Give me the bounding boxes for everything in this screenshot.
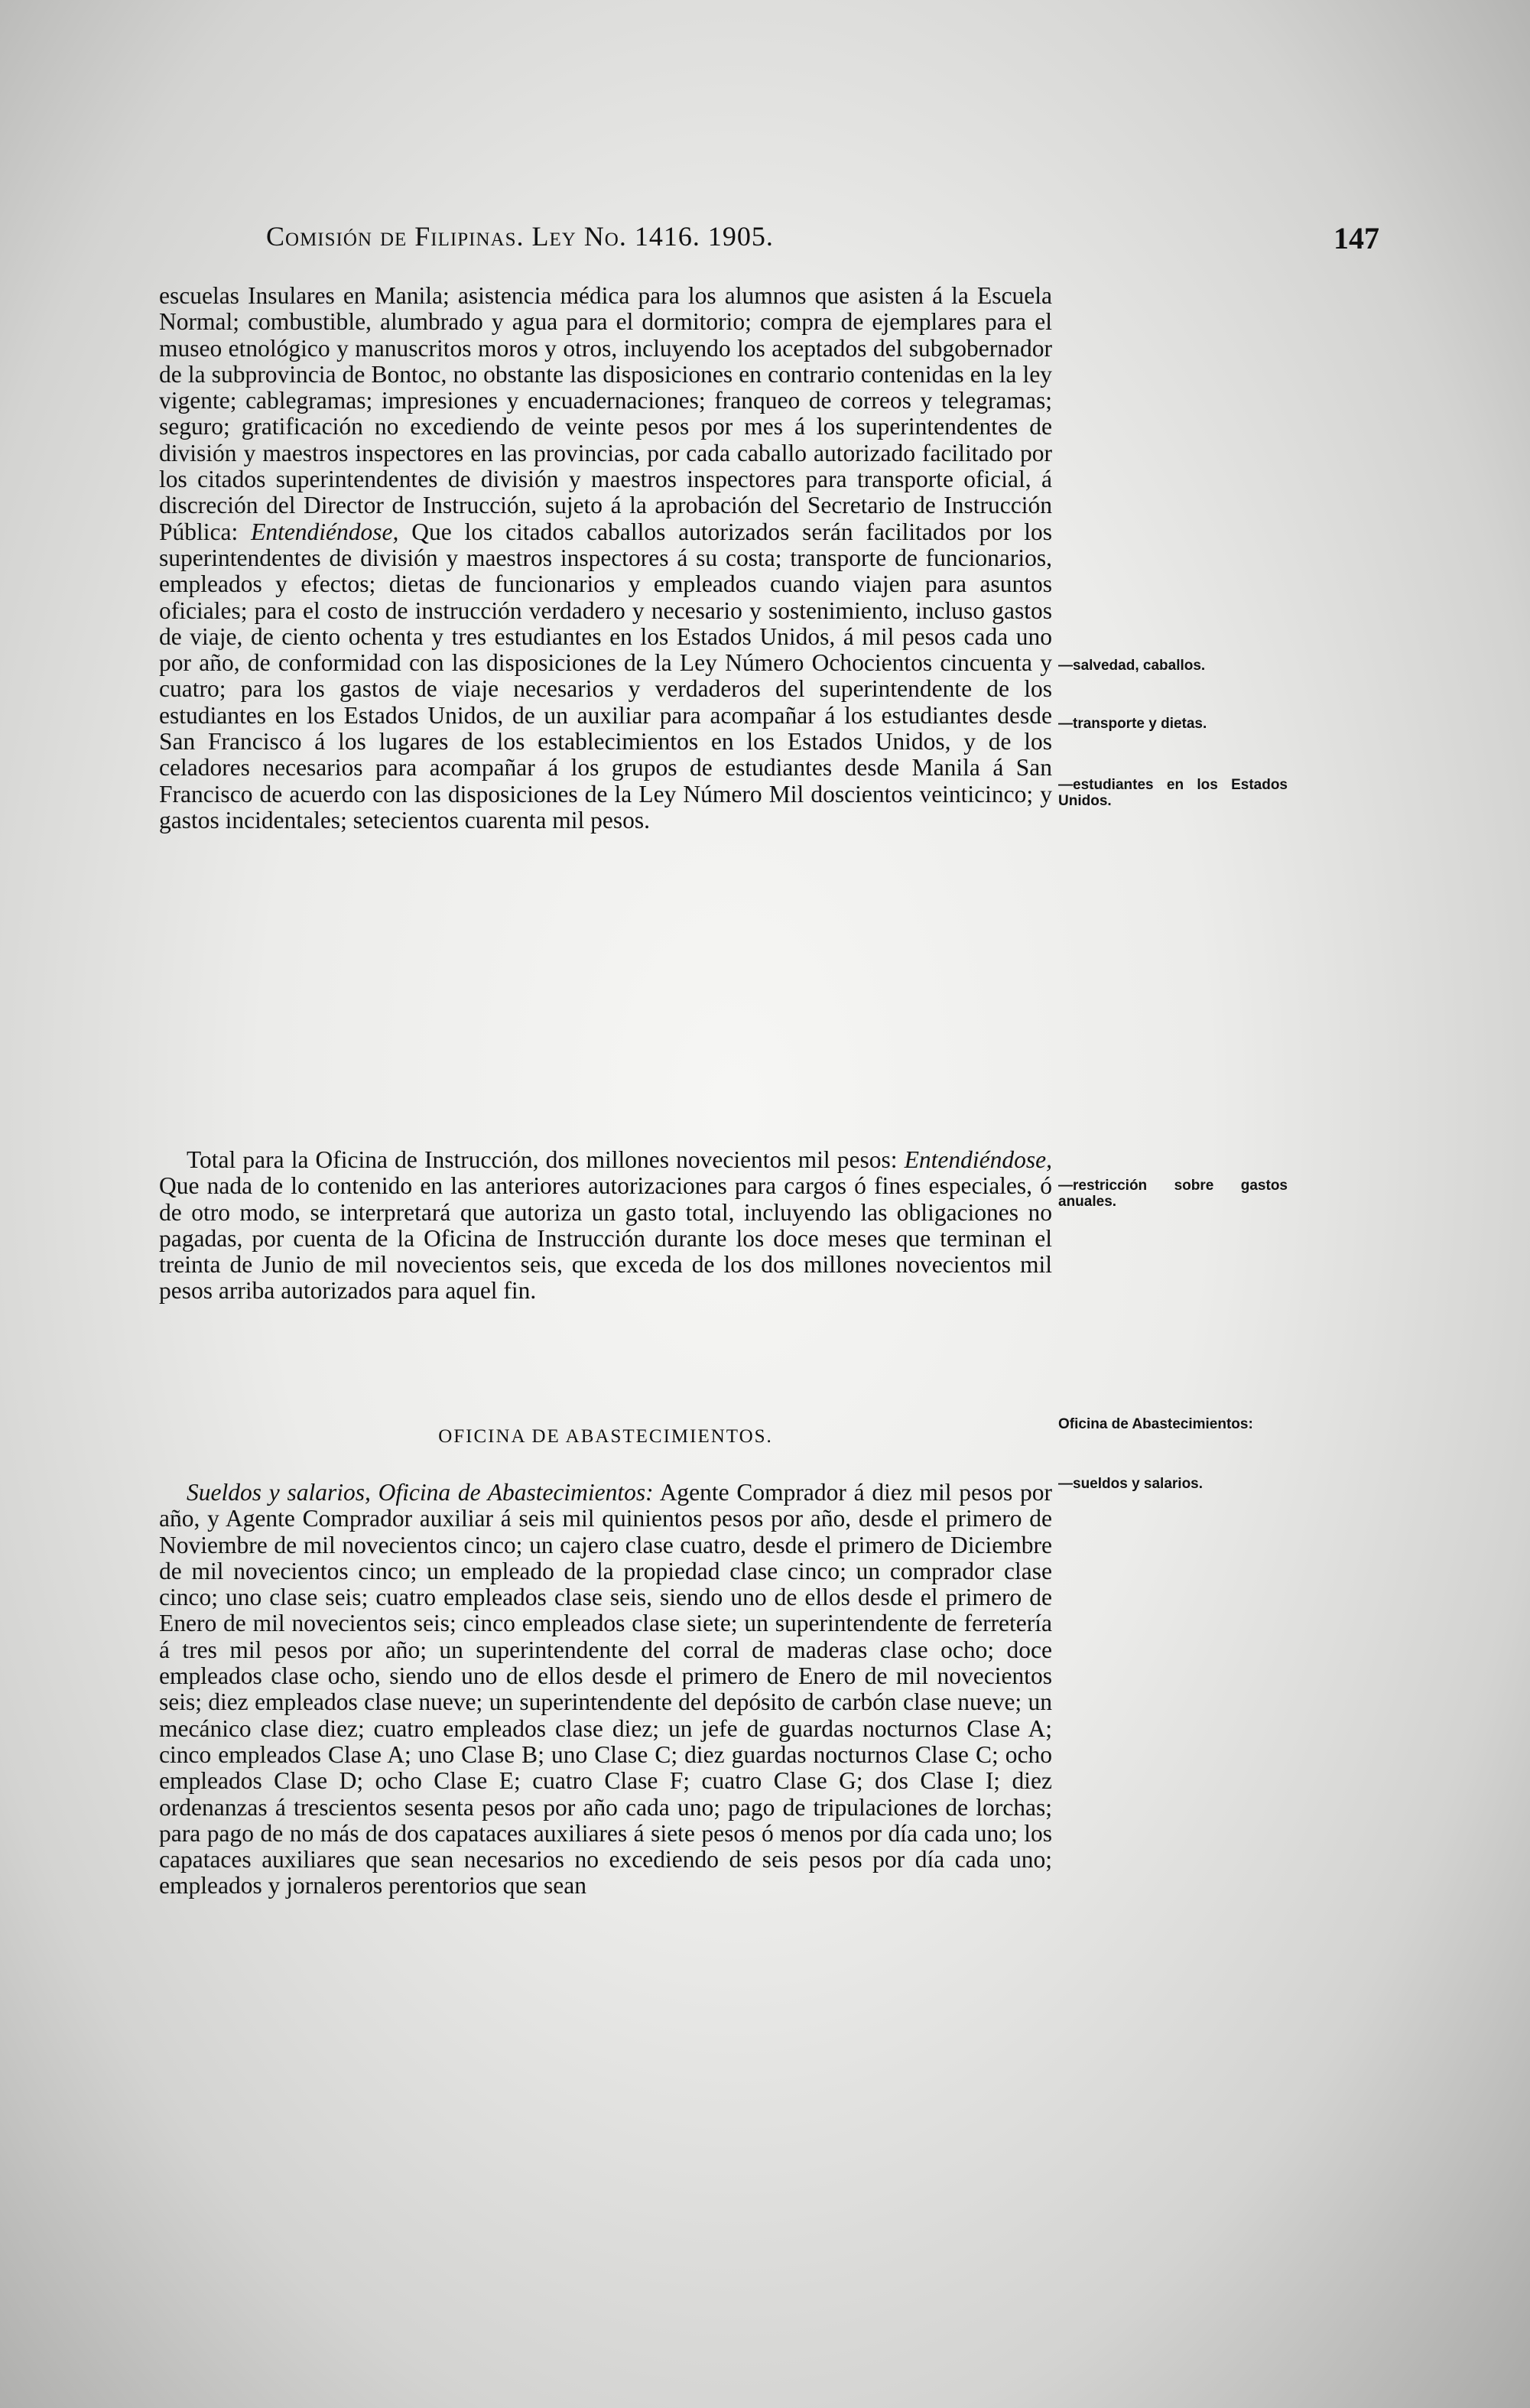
margin-note-transporte: —transporte y dietas. [1058,716,1207,732]
margin-note-salvedad: —salvedad, caballos. [1058,658,1206,674]
paragraph-supply-salaries [159,1480,1052,1899]
margin-note-sueldos: —sueldos y salarios. [1058,1476,1204,1492]
running-title: Comisión de Filipinas. Ley No. 1416. 1905. [266,221,774,252]
paragraph-text: Total para la Oficina de Instrucción, dos millones novecientos mil pesos: [187,1146,898,1173]
paragraph-text: Que nada de lo contenido en las anteriores autorizaciones para cargos ó fines especiales, ó de otro modo, se interpretará que autoriza un gasto total, incluyendo las obligaciones no pagadas, por cuenta de la Oficina de Instrucción durante los doce meses que terminan el treinta de Junio de mil novecientos seis, que exceda de los dos millones novecientos mil pesos arriba autorizados para aquel fin. [159,1172,1052,1305]
margin-note-restriccion: —restricción sobre gastos anuales. [1058,1178,1288,1210]
section-title: OFICINA DE ABASTECIMIENTOS. [438,1426,773,1447]
proviso-term: Entendiéndose, [904,1146,1053,1173]
paragraph-education-total [159,1147,1052,1305]
margin-note-oficina: Oficina de Abastecimientos: [1058,1416,1253,1432]
paragraph-education-expenses [159,283,1052,834]
margin-note-estudiantes: —estudiantes en los Estados Unidos. [1058,777,1288,809]
paragraph-text: escuelas Insulares en Manila; asistencia médica para los alumnos que asisten á la Escuela Normal; combustible, alumbrado y agua para el dormitorio; compra de ejemplares para el museo etnológico y manuscritos moros y otros, incluyendo los aceptados del subgobernador de la subprovincia de Bontoc, no obstante las disposiciones en contrario contenidas en la ley vigente; cablegramas; impresiones y encuadernaciones; franqueo de correos y telegramas; seguro; gratificación no excediendo de veinte pesos por mes á los superintendentes de división y maestros inspectores en las provincias, por cada caballo autorizado facilitado por los citados superintendentes de división y maestros inspectores para transporte oficial, á discreción del Director de Instrucción, sujeto á la aprobación del Secretario de Instrucción Pública: [159,282,1052,545]
page-header [0,220,1530,258]
paragraph-lead: Sueldos y salarios, Oficina de Abastecimientos: [187,1479,654,1506]
paragraph-text: Agente Comprador á diez mil pesos por año, y Agente Comprador auxiliar á seis mil quinientos pesos por año, desde el primero de Noviembre de mil novecientos cinco; un cajero clase cuatro, desde el primero de Diciembre de mil novecientos cinco; un empleado de la propiedad clase cinco; un comprador clase cinco; uno clase seis; cuatro empleados clase seis, siendo uno de ellos desde el primero de Enero de mil novecientos seis; cinco empleados clase siete; un superintendente de ferretería á tres mil pesos por año; un superintendente del corral de maderas clase ocho; doce empleados clase ocho, siendo uno de ellos desde el primero de Enero de mil novecientos seis; diez empleados clase nueve; un superintendente del depósito de carbón clase nueve; un mecánico clase diez; cuatro empleados clase diez; un jefe de guardas nocturnos Clase A; cinco empleados Clase A; uno Clase B; uno Clase C; diez guardas nocturnos Clase C; ocho empleados Clase D; ocho Clase E; cuatro Clase F; cuatro Clase G; dos Clase I; diez ordenanzas á trescientos sesenta pesos por año cada uno; pago de tripulaciones de lorchas; para pago de no más de dos capataces auxiliares á siete pesos ó menos por día cada uno; los capataces auxiliares que sean necesarios no excediendo de seis pesos por día cada uno; empleados y jornaleros perentorios que sean [159,1479,1052,1899]
page-number: 147 [1333,221,1379,255]
paragraph-text: Que los citados caballos autorizados serán facilitados por los superintendentes de división y maestros inspectores á su costa; transporte de funcionarios, empleados y efectos; dietas de funcionarios y empleados cuando viajen para asuntos oficiales; para el costo de instrucción verdadero y necesario y sostenimiento, incluso gastos de viaje, de ciento ochenta y tres estudiantes en los Estados Unidos, á mil pesos cada uno por año, de conformidad con las disposiciones de la Ley Número Ochocientos cincuenta y cuatro; para los gastos de viaje necesarios y verdaderos del superintendente de los estudiantes en los Estados Unidos, de un auxiliar para acompañar á los estudiantes desde San Francisco á los lugares de los establecimientos en los Estados Unidos, y de los celadores necesarios para acompañar á los grupos de estudiantes desde Manila á San Francisco de acuerdo con las disposiciones de la Ley Número Mil doscientos veinticinco; y gastos incidentales; setecientos cuarenta mil pesos. [159,518,1053,834]
proviso-term: Entendiéndose, [251,518,399,545]
